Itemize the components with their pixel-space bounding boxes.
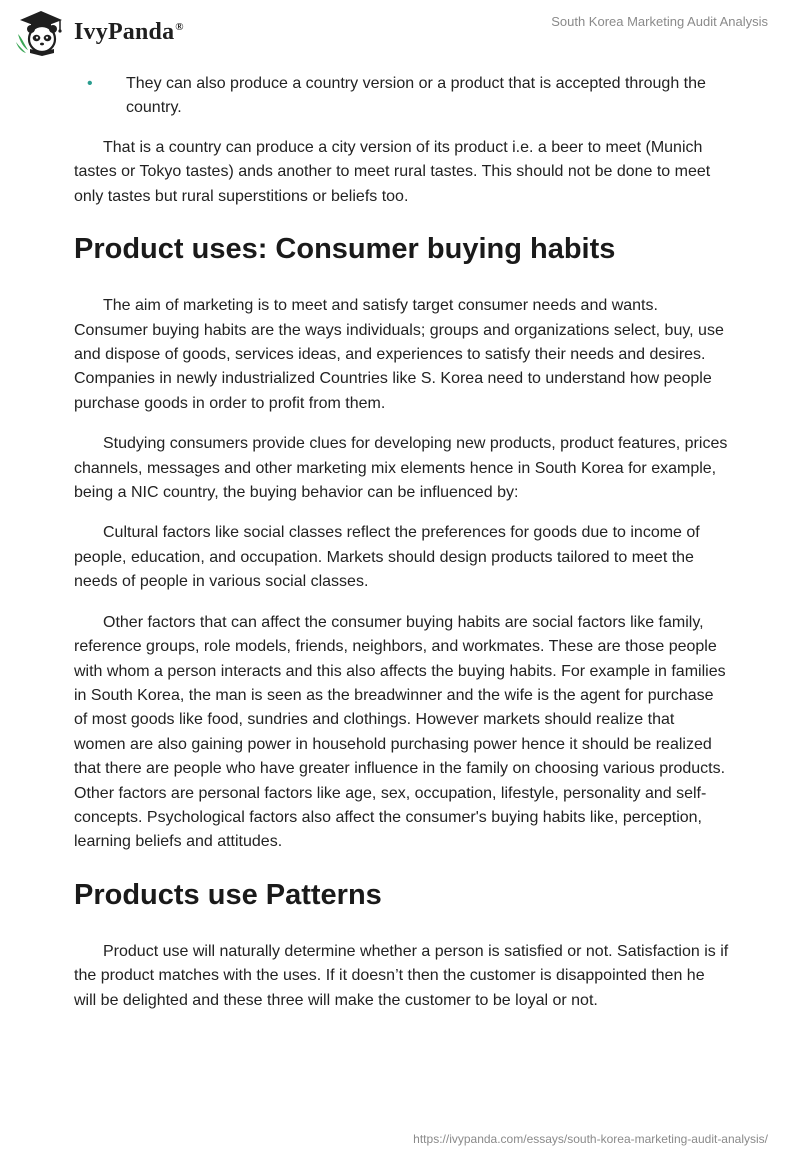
paragraph: Product use will naturally determine whether a person is satisfied or not. Satisfaction is if the product matches with the uses. If it doesn’t then the customer is disappointed then he will be delighted and these three will make the customer to be loyal or not. bbox=[74, 942, 729, 1009]
paragraph: The aim of marketing is to meet and satisfy target consumer needs and wants. Consumer buying habits are the ways individuals; groups and organizations select, buy, use and dispose of goods, services ideas, and experiences to satisfy their needs and desires. Companies in newly industrialized Countries like S. Korea need to understand how people purchase goods in order to profit from them. bbox=[74, 297, 724, 412]
section-heading: Product uses: Consumer buying habits bbox=[74, 233, 616, 266]
paragraph: Cultural factors like social classes reflect the preferences for goods due to income of people, education, and occupation. Markets should design products tailored to meet the needs of people in various social classes. bbox=[74, 524, 700, 591]
article-body bbox=[74, 72, 730, 1013]
panda-graduate-icon bbox=[14, 8, 68, 56]
page-header bbox=[0, 0, 800, 64]
document-title: South Korea Marketing Audit Analysis bbox=[551, 14, 768, 29]
logo-wordmark bbox=[74, 19, 184, 46]
paragraph: That is a country can produce a city version of its product i.e. a beer to meet (Munich tastes or Tokyo tastes) ands another to meet rural tastes. This should not be done to meet only tastes but rural superstitions or beliefs too. bbox=[74, 139, 711, 205]
page-url[interactable]: https://ivypanda.com/essays/south-korea-marketing-audit-analysis/ bbox=[413, 1132, 768, 1146]
bullet-text: They can also produce a country version or a product that is accepted through the country. bbox=[126, 75, 706, 116]
bullet-list bbox=[74, 72, 730, 120]
logo-text: IvyPanda bbox=[74, 18, 175, 45]
paragraph: Other factors that can affect the consumer buying habits are social factors like family, reference groups, role models, friends, neighbors, and workmates. These are those people with whom a person interacts and this also affects the buying habits. For example in families in South Korea, the man is seen as the breadwinner and the wife is the agent for purchase of most goods like food, sundries and clothings. However markets should realize that women are also gaining power in household purchasing power hence it should be realized that there are people who have greater influence in the family on choosing various products. Other factors are personal factors like age, sex, occupation, lifestyle, personality and self-concepts. Psychological factors also affect the consumer's buying habits like, perception, learning beliefs and attitudes. bbox=[74, 613, 726, 851]
registered-mark: ® bbox=[175, 20, 184, 33]
bullet-dot-icon: • bbox=[87, 75, 93, 92]
site-logo[interactable] bbox=[14, 8, 184, 56]
section-heading: Products use Patterns bbox=[74, 878, 382, 911]
paragraph: Studying consumers provide clues for developing new products, product features, prices channels, messages and other marketing mix elements hence in South Korea for example, being a NIC country, the buying behavior can be influenced by: bbox=[74, 435, 728, 502]
list-item bbox=[74, 72, 730, 120]
